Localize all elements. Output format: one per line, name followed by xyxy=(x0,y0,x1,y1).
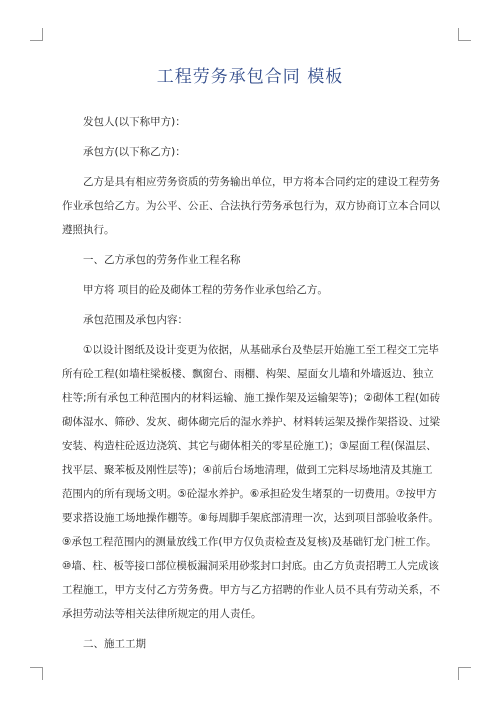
section-heading-2: 二、施工工期 xyxy=(83,638,146,650)
paragraph-scope-heading: 承包范围及承包内容： xyxy=(83,314,188,326)
crop-mark-top-right xyxy=(458,28,471,41)
crop-mark-bottom-right xyxy=(458,667,471,680)
document-title: 工程劳务承包合同 模板 xyxy=(156,67,344,87)
paragraph-contractor: 承包方(以下称乙方)： xyxy=(83,146,186,158)
document-body xyxy=(62,110,442,662)
paragraph-project: 甲方将 项目的砼及砌体工程的劳务作业承包给乙方。 xyxy=(83,284,328,296)
crop-mark-top-left xyxy=(30,28,43,41)
section-heading-1: 一、乙方承包的劳务作业工程名称 xyxy=(83,254,241,266)
paragraph-employer: 发包人(以下称甲方)： xyxy=(83,116,186,128)
paragraph-scope-body: ①以设计图纸及设计变更为依据，从基础承台及垫层开始施工至工程交工完毕所有砼工程(如墙柱梁板楼、飘窗台、雨棚、构架、屋面女儿墙和外墙返边、独立柱等;所有承包工种范围内的材料运输、施工操作架及运输架等)；②砌体工程(如砖砌体湿水、筛砂、发灰、砌体砌完后的湿水养护、材料转运架及操作架搭设、过梁安装、构造柱砼返边浇筑、其它与砌体相关的零星砼施工)；③屋面工程(保温层、找平层、聚苯板及刚性层等)；④前后台场地清理，做到工完料尽场地清及其施工范围内的所有现场文明。⑤砼湿水养护。⑥承担砼发生堵泵的一切费用。⑦按甲方要求搭设施工场地操作棚等。⑧每周脚手架底部清理一次，达到项目部验收条件。⑨承包工程范围内的测量放线工作(甲方仅负责检查及复核)及基础钉龙门桩工作。⑩墙、柱、板等接口部位模板漏洞采用砂浆封口封底。由乙方负责招聘工人完成该工程施工，甲方支付乙方劳务费。甲方与乙方招聘的作业人员不具有劳动关系，不承担劳动法等相关法律所规定的用人责任。 xyxy=(62,344,441,620)
crop-mark-bottom-left xyxy=(30,667,43,680)
paragraph-intro: 乙方是具有相应劳务资质的劳务输出单位，甲方将本合同约定的建设工程劳务作业承包给乙方。为公平、公正、合法执行劳务承包行为，双方协商订立本合同以遵照执行。 xyxy=(62,176,440,236)
